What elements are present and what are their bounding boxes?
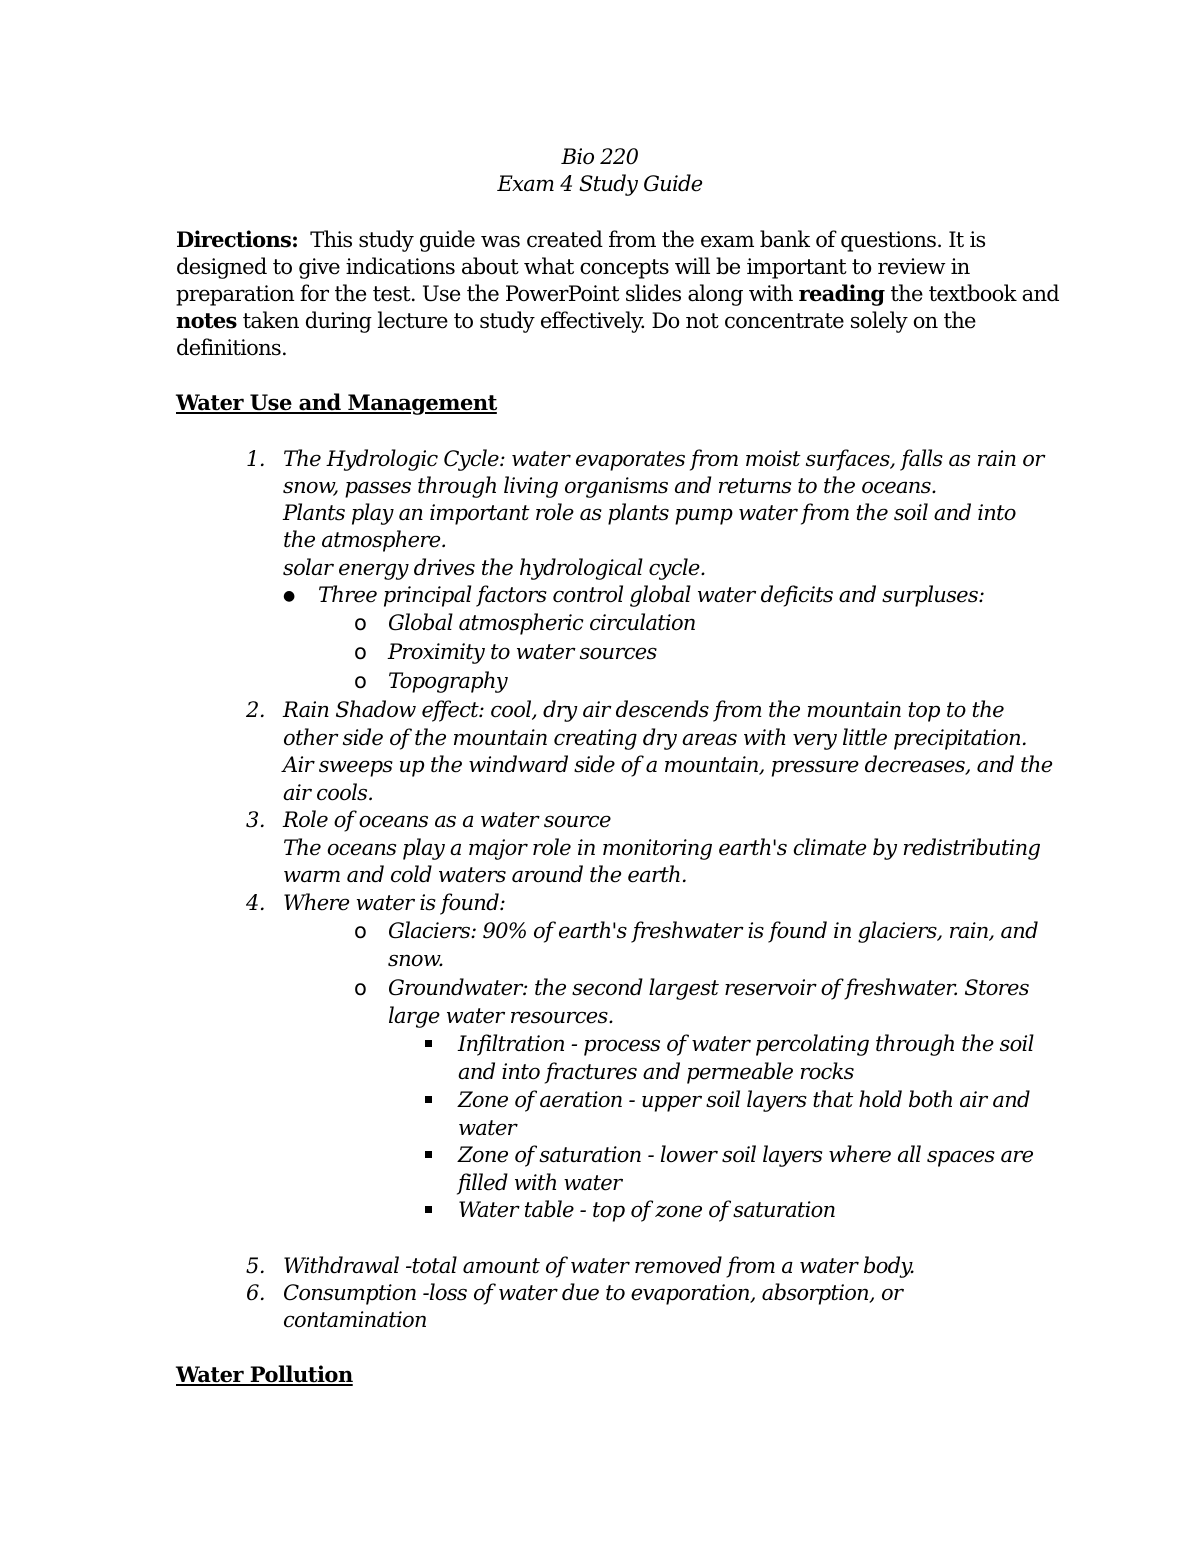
directions-bold-reading: reading	[798, 281, 885, 306]
item-4-sq-4-line-1: Water table - top of zone of saturation	[458, 1198, 836, 1222]
section-heading-water-use: Water Use and Management	[176, 390, 497, 415]
circle-bullet-icon: o	[354, 640, 367, 664]
item-4-sq-1-line-2: and into fractures and permeable rocks	[458, 1060, 854, 1084]
item-4-sq-3-line-2: filled with water	[458, 1171, 622, 1195]
item-number-1: 1.	[246, 447, 266, 471]
item-4-sq-2-line-2: water	[458, 1116, 516, 1140]
item-number-5: 5.	[246, 1254, 266, 1278]
item-4-sq-1-line-1: Infiltration - process of water percolating through the soil	[458, 1032, 1034, 1056]
item-4-sub-1-line-1: Glaciers: 90% of earth's freshwater is found in glaciers, rain, and	[388, 919, 1038, 943]
item-1-sub-3: Topography	[388, 669, 507, 693]
item-1-line-4: the atmosphere.	[283, 528, 447, 552]
document-title: Exam 4 Study Guide	[497, 172, 703, 196]
item-number-2: 2.	[246, 698, 266, 722]
item-4-sq-3-line-1: Zone of saturation - lower soil layers where all spaces are	[458, 1143, 1034, 1167]
item-1-line-5: solar energy drives the hydrological cycle.	[283, 556, 706, 580]
directions-text-3a: preparation for the test. Use the PowerPoint slides along with	[176, 282, 793, 306]
circle-bullet-icon: o	[354, 669, 367, 693]
directions-line-1	[176, 226, 986, 254]
item-1-line-2: snow, passes through living organisms and returns to the oceans.	[283, 474, 937, 498]
square-bullet-icon	[425, 1151, 432, 1158]
item-6-line-1: Consumption -loss of water due to evaporation, absorption, or	[283, 1281, 903, 1305]
bullet-icon: ●	[283, 588, 296, 604]
section-heading-water-pollution: Water Pollution	[176, 1362, 353, 1387]
directions-text-1: This study guide was created from the exam bank of questions. It is	[310, 228, 986, 252]
item-2-line-3: Air sweeps up the windward side of a mountain, pressure decreases, and the	[283, 753, 1053, 777]
circle-bullet-icon: o	[354, 919, 367, 943]
course-title: Bio 220	[561, 145, 639, 169]
item-3-line-1: Role of oceans as a water source	[283, 808, 611, 832]
item-1-line-1: The Hydrologic Cycle: water evaporates from moist surfaces, falls as rain or	[283, 447, 1044, 471]
item-6-line-2: contamination	[283, 1308, 427, 1332]
item-4-line-1: Where water is found:	[283, 891, 506, 915]
item-2-line-1: Rain Shadow effect: cool, dry air descends from the mountain top to the	[283, 698, 1004, 722]
item-3-line-2: The oceans play a major role in monitoring earth's climate by redistributing	[283, 836, 1041, 860]
square-bullet-icon	[425, 1206, 432, 1213]
item-number-3: 3.	[246, 808, 266, 832]
item-number-6: 6.	[246, 1281, 266, 1305]
square-bullet-icon	[425, 1040, 432, 1047]
circle-bullet-icon: o	[354, 976, 367, 1000]
item-3-line-3: warm and cold waters around the earth.	[283, 863, 687, 887]
directions-line-2: designed to give indications about what concepts will be important to review in	[176, 255, 970, 279]
item-4-sq-2-line-1: Zone of aeration - upper soil layers that hold both air and	[458, 1088, 1030, 1112]
directions-label: Directions:	[176, 227, 299, 252]
item-4-sub-2-line-1: Groundwater: the second largest reservoir of freshwater. Stores	[388, 976, 1029, 1000]
item-1-sub-1: Global atmospheric circulation	[388, 611, 696, 635]
item-2-line-4: air cools.	[283, 781, 374, 805]
directions-line-5: definitions.	[176, 336, 287, 360]
item-4-sub-1-line-2: snow.	[388, 947, 444, 971]
directions-text-4b: taken during lecture to study effectively. Do not concentrate solely on the	[242, 309, 976, 333]
item-1-sub-2: Proximity to water sources	[388, 640, 657, 664]
circle-bullet-icon: o	[354, 611, 367, 635]
square-bullet-icon	[425, 1096, 432, 1103]
item-1-bullet-text: Three principal factors control global water deficits and surpluses:	[318, 583, 985, 607]
item-1-line-3: Plants play an important role as plants pump water from the soil and into	[283, 501, 1016, 525]
directions-line-3	[176, 280, 1059, 308]
directions-line-4	[176, 307, 976, 335]
directions-text-3b: the textbook and	[890, 282, 1060, 306]
item-5-line-1: Withdrawal -total amount of water removed from a water body.	[283, 1254, 915, 1278]
item-4-sub-2-line-2: large water resources.	[388, 1004, 614, 1028]
item-number-4: 4.	[246, 891, 266, 915]
directions-bold-notes: notes	[176, 308, 237, 333]
item-2-line-2: other side of the mountain creating dry areas with very little precipitation.	[283, 726, 1027, 750]
